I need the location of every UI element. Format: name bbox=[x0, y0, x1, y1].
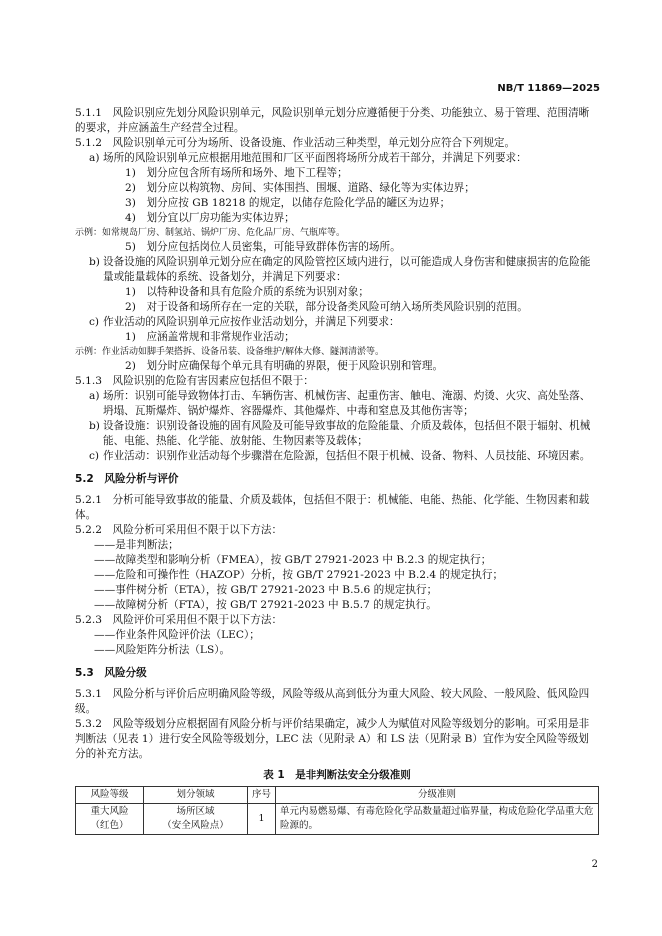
domain-note-text: （安全风险点） bbox=[162, 820, 229, 831]
item-a-4: 4) 划分宜以厂房功能为实体边界； bbox=[125, 212, 295, 224]
table-header-row bbox=[76, 787, 599, 804]
clause-5-3-2: 5.3.2 风险等级划分应根据固有风险分析与评价结果确定，减少人为赋值对风险等级划分的影响。可采用是非判断法（见表 1）进行安全风险等级划分，LEC 法（见附录 A）和 LS 法（见附录 B）宜作为安全风险等级划分的补充方法。 bbox=[75, 718, 590, 760]
column-header: 划分领域 bbox=[144, 787, 248, 804]
method-item: ——危险和可操作性（HAZOP）分析，按 GB/T 27921-2023 中 B.2.4 的规定执行； bbox=[94, 569, 504, 581]
item-b-text: 设备设施的风险识别单元划分应在确定的风险管控区域内进行，以可能造成人身伤害和健康损害的危险能量或能量载体的系统、设备划分，并满足下列要求： bbox=[103, 256, 591, 283]
method-item: ——故障类型和影响分析（FMEA），按 GB/T 27921-2023 中 B.2.3 的规定执行； bbox=[94, 554, 492, 566]
risk-color-text: （红色） bbox=[90, 820, 129, 831]
section-5-3-heading: 5.3 风险分级 bbox=[75, 667, 147, 679]
criterion-cell: 单元内易燃易爆、有毒危险化学品数量超过临界量，构成危险化学品重大危险源的。 bbox=[276, 804, 599, 835]
risk-grading-table bbox=[75, 786, 599, 835]
item-a-text: 场所的风险识别单元应根据用地范围和厂区平面图将场所分成若干部分，并满足下列要求： bbox=[103, 152, 527, 164]
item-a-2: 2) 划分应以构筑物、房间、实体围挡、围堰、道路、绿化等为实体边界； bbox=[125, 182, 475, 194]
hazard-item-b bbox=[75, 419, 599, 449]
document-body bbox=[75, 106, 599, 835]
clause-5-1-1: 5.1.1 风险识别应先划分风险识别单元，风险识别单元划分应遵循便于分类、功能独立、易于管理、范围清晰的要求，并应涵盖生产经营全过程。 bbox=[75, 107, 590, 134]
evaluation-item: ——作业条件风险评价法（LEC）； bbox=[94, 629, 260, 641]
column-header: 序号 bbox=[248, 787, 276, 804]
hazard-item-a-text: 场所：识别可能导致物体打击、车辆伤害、机械伤害、起重伤害、触电、淹溺、灼烫、火灾、高处坠落、坍塌、瓦斯爆炸、锅炉爆炸、容器爆炸、其他爆炸、中毒和窒息及其他伤害等； bbox=[103, 390, 591, 417]
standard-number-header: NB/T 11869—2025 bbox=[497, 83, 600, 94]
hazard-item-a bbox=[75, 389, 599, 419]
clause-5-2-3: 5.2.3 风险评价可采用但不限于以下方法： bbox=[75, 614, 283, 626]
method-item: ——故障树分析（FTA），按 GB/T 27921-2023 中 B.5.7 的规定执行。 bbox=[94, 599, 437, 611]
table-title: 表 1 是非判断法安全分级准则 bbox=[263, 769, 411, 781]
page-number: 2 bbox=[591, 859, 598, 870]
clause-5-1-2: 5.1.2 风险识别单元可分为场所、设备设施、作业活动三种类型，单元划分应符合下列规定。 bbox=[75, 137, 516, 149]
table-row bbox=[76, 804, 599, 835]
item-c-1: 1) 应涵盖常规和非常规作业活动； bbox=[125, 331, 295, 343]
item-c-label: c) bbox=[89, 316, 100, 328]
item-c-text: 作业活动的风险识别单元应按作业活动划分，并满足下列要求： bbox=[103, 316, 400, 328]
clause-5-2-1: 5.2.1 分析可能导致事故的能量、介质及载体，包括但不限于：机械能、电能、热能、化学能、生物因素和载体。 bbox=[75, 494, 590, 521]
method-item: ——是非判断法； bbox=[94, 539, 179, 551]
domain-cell bbox=[144, 804, 248, 835]
example-c: 示例：作业活动如脚手架搭拆、设备吊装、设备维护/解体大修、隧洞清淤等。 bbox=[75, 347, 385, 357]
clause-5-3-1: 5.3.1 风险分析与评价后应明确风险等级，风险等级从高到低分为重大风险、较大风险、一般风险、低风险四级。 bbox=[75, 688, 590, 715]
clause-5-2-2: 5.2.2 风险分析可采用但不限于以下方法： bbox=[75, 524, 283, 536]
hazard-item-c-text: 作业活动：识别作业活动每个步骤潜在危险源，包括但不限于机械、设备、物料、人员技能、环境因素。 bbox=[103, 450, 591, 462]
item-c bbox=[75, 315, 599, 330]
item-a-5: 5) 划分应包括岗位人员密集，可能导致群体伤害的场所。 bbox=[125, 241, 401, 253]
domain-text: 场所区域 bbox=[176, 806, 215, 817]
item-a-3: 3) 划分应按 GB 18218 的规定，以储存危险化学品的罐区为边界； bbox=[125, 197, 451, 209]
hazard-item-a-label: a) bbox=[89, 390, 100, 402]
item-b-2: 2) 对于设备和场所存在一定的关联，部分设备类风险可纳入场所类风险识别的范围。 bbox=[125, 301, 528, 313]
hazard-item-b-label: b) bbox=[89, 420, 100, 432]
evaluation-item: ——风险矩阵分析法（LS）。 bbox=[94, 644, 231, 656]
column-header: 风险等级 bbox=[76, 787, 144, 804]
risk-level-cell bbox=[76, 804, 144, 835]
clause-5-1-3: 5.1.3 风险识别的危险有害因素应包括但不限于： bbox=[75, 375, 314, 387]
item-a-label: a) bbox=[89, 152, 100, 164]
row-number-cell: 1 bbox=[248, 804, 276, 835]
item-a-1: 1) 划分应包含所有场所和场外、地下工程等； bbox=[125, 167, 348, 179]
hazard-item-c-label: c) bbox=[89, 450, 100, 462]
item-c-2: 2) 划分时应确保每个单元具有明确的界限，便于风险识别和管理。 bbox=[125, 360, 444, 372]
item-a bbox=[75, 151, 599, 166]
example-a: 示例：如常规岛厂房、制氢站、锅炉厂房、危化品厂房、气瓶库等。 bbox=[75, 228, 346, 238]
risk-level-text: 重大风险 bbox=[90, 806, 129, 817]
section-5-2-heading: 5.2 风险分析与评价 bbox=[75, 473, 179, 485]
item-b bbox=[75, 255, 599, 285]
item-b-label: b) bbox=[89, 256, 100, 268]
hazard-item-c bbox=[75, 449, 599, 464]
method-item: ——事件树分析（ETA），按 GB/T 27921-2023 中 B.5.6 的规定执行； bbox=[94, 584, 438, 596]
item-b-1: 1) 以特种设备和具有危险介质的系统为识别对象； bbox=[125, 286, 369, 298]
column-header: 分级准则 bbox=[276, 787, 599, 804]
hazard-item-b-text: 设备设施：识别设备设施的固有风险及可能导致事故的危险能量、介质及载体，包括但不限于辐射、机械能、电能、热能、化学能、放射能、生物因素等及载体； bbox=[103, 420, 591, 447]
